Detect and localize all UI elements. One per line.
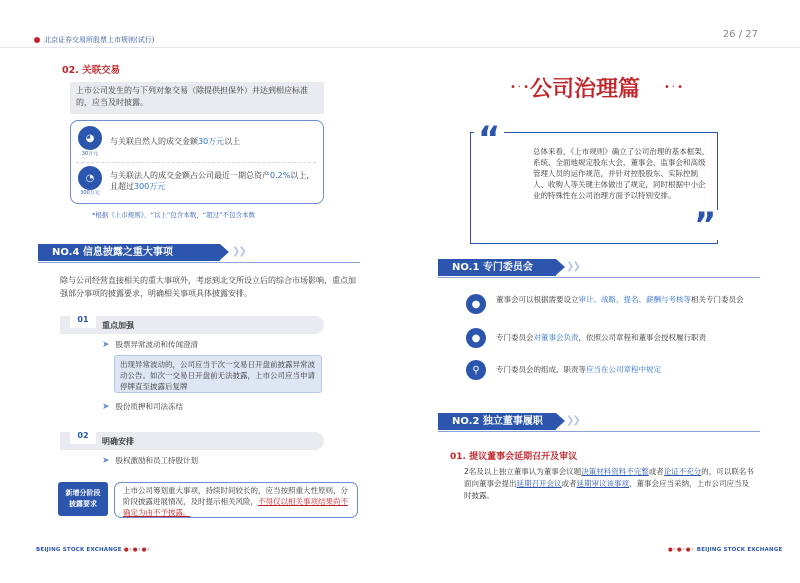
page-title: 公司治理篇	[530, 77, 641, 102]
sub-item-abnormal: ➤ 股票异常波动和传闻澄清	[102, 339, 199, 350]
summary-quote-text: 总体来看，《上市规则》确立了公司治理的基本框架，系统、全面地规定股东大会、董事会、监事会和高级管理人员的运作规范，并针对控股股东、实际控制人、收购人等关键主体做出了规定，同时根据中小企业的特殊性在公司治理方面予以特别安排。	[533, 147, 710, 200]
heading-underline	[38, 262, 360, 263]
user-icon: ●	[466, 328, 486, 348]
item-02-number: 02	[70, 426, 96, 444]
abnormal-fluctuation-box: 出现异常波动的，公司应当于次一交易日开盘前披露异常波动公告。如次一交易日开盘前无法披露，上市公司应当申请停牌直至披露后复牌	[114, 355, 322, 393]
footnote: *根据《上市规则》，“以上”包含本数，“超过”不包含本数	[92, 211, 255, 219]
item-02-label: 明确安排	[102, 437, 134, 446]
no4-intro: 除与公司经营直接相关的重大事项外，考虑到北交所设立后的综合市场影响，重点加强部分事项的披露要求，明确相关事项具体披露安排。	[60, 276, 356, 298]
arrow-right-icon: ➤	[102, 455, 110, 466]
heading-no4: NO.4 信息披露之重大事项	[38, 244, 220, 261]
independent-directors-text: 2名及以上独立董事认为董事会议题决策材料资料不完整或者论证不充分的，可以联名书面向董事会提出延期召开会议或者延期审议该事项，董事会应当采纳，上市公司应当及时披露。	[464, 467, 754, 500]
rule1-badge-caption: 30万元	[81, 151, 99, 157]
arrow-right-icon: ➤	[102, 401, 110, 412]
chevron-icon: ❯❯	[566, 261, 579, 272]
chevron-icon: ❯❯	[566, 415, 579, 426]
arrow-right-icon: ➤	[102, 339, 110, 350]
item-01-label: 重点加强	[102, 321, 134, 330]
rule1-text: 与关联自然人的成交金额30万元以上	[110, 137, 241, 146]
search-icon: ⚲	[466, 360, 486, 380]
item-02-band	[60, 432, 324, 450]
heading-no2: NO.2 独立董事履职	[438, 413, 556, 430]
rule-divider	[76, 162, 316, 163]
intro-text: 上市公司发生的与下列对象交易（除提供担保外）并达到相应标准的，应当及时披露。	[76, 86, 308, 107]
title-dots-left: •·•	[510, 82, 531, 93]
title-dots-right: •·•	[664, 82, 685, 93]
pie-chart-icon: ◔	[78, 166, 102, 190]
rule2-badge-caption: 0.2% 300万元	[80, 184, 100, 196]
pie-chart-icon: ◕	[78, 126, 102, 150]
heading-underline	[438, 431, 760, 432]
header-doc-title: 北京证券交易所股票上市规则(试行)	[44, 36, 155, 44]
chevron-icon: ❯❯	[232, 246, 245, 257]
committee-item-1: 董事会可以根据需要设立审计、战略、提名、薪酬与考核等相关专门委员会	[496, 295, 744, 304]
sub-item-incentive: ➤ 股权激励和员工持股计划	[102, 455, 199, 466]
committee-item-3: 专门委员会的组成、职责等应当在公司章程中规定	[496, 365, 661, 374]
section-title-related-transactions: 02. 关联交易	[62, 65, 121, 76]
user-icon: ●	[466, 294, 486, 314]
item-01-number: 01	[70, 310, 96, 328]
right-page	[400, 0, 800, 583]
committee-item-2: 专门委员会对董事会负责，依照公司章程和董事会授权履行职责	[496, 333, 706, 342]
page-number: 26 / 27	[722, 29, 758, 40]
rule2-text: 与关联法人的成交金额占公司最近一期总资产0.2%以上，且超过300万元	[110, 171, 315, 191]
heading-underline	[438, 277, 760, 278]
quote-open-icon: “	[474, 124, 504, 154]
footer-brand: ●·●·●· BEIJING STOCK EXCHANGE	[668, 547, 783, 553]
heading-no1: NO.1 专门委员会	[438, 259, 556, 276]
item-01-band	[60, 316, 324, 334]
footer-brand: BEIJING STOCK EXCHANGE ●·●·●·	[36, 547, 151, 553]
section-title-independent-directors: 01. 提议董事会延期召开及审议	[450, 452, 578, 462]
quote-close-icon: ”	[690, 210, 720, 240]
sub-item-pledge: ➤ 股份质押和司法冻结	[102, 401, 184, 412]
new-requirement-text: 上市公司筹划重大事项，持续时间较长的，应当按照重大性原则，分阶段披露进展情况，及时提示相关风险，不得仅以相关事项结果尚不确定为由不予披露。	[114, 482, 358, 518]
new-requirement-tag: 新增分阶段 披露要求	[58, 482, 108, 516]
